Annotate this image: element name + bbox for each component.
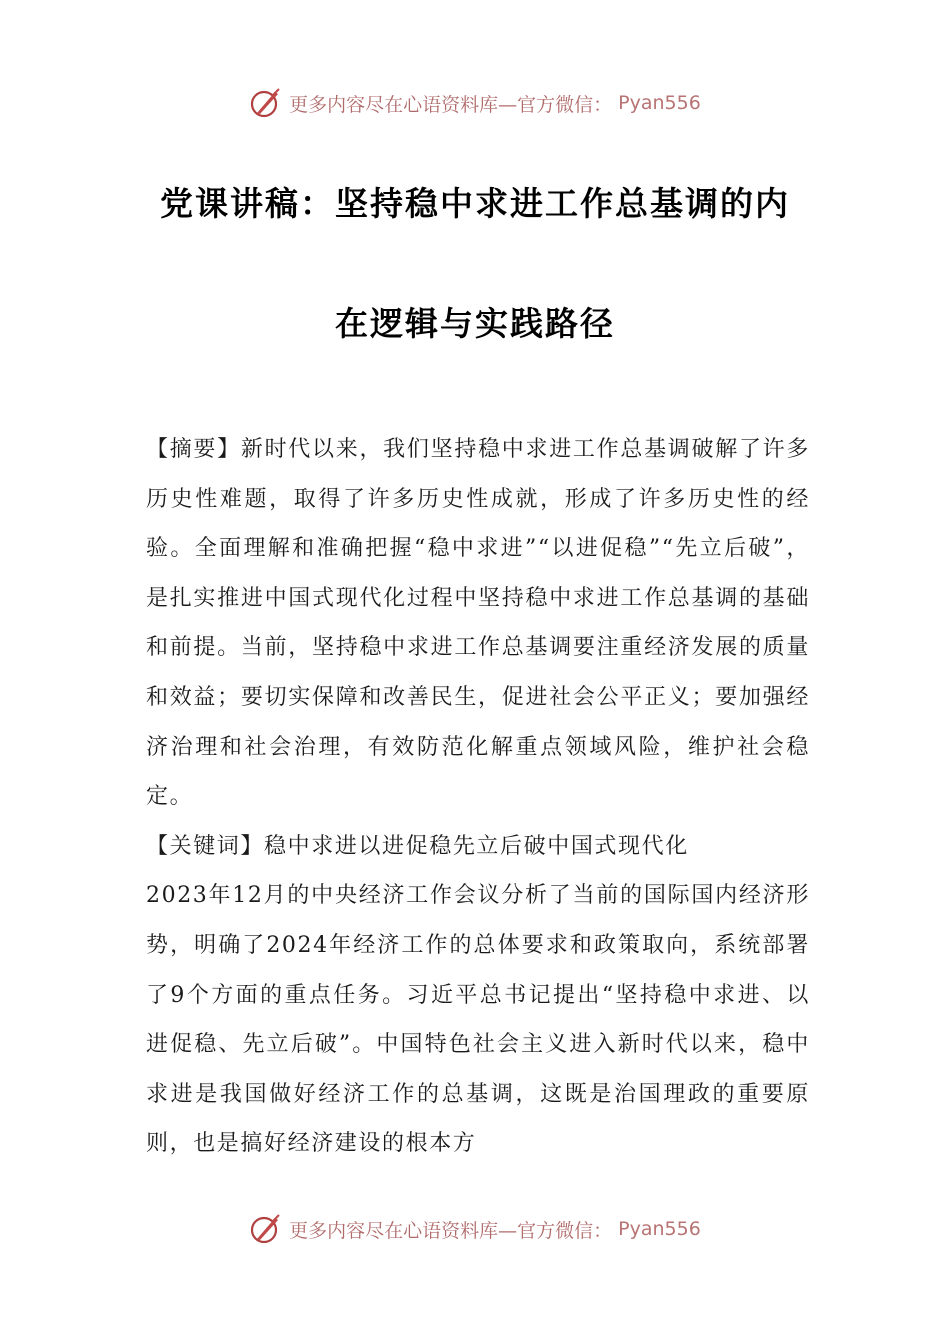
- keyword: 先立后破: [452, 833, 548, 859]
- abstract-text: 新时代以来，我们坚持稳中求进工作总基调破解了许多历史性难题，取得了许多历史性成就，形成了许多历史性的经验。全面理解和准确把握“稳中求进”“以进促稳”“先立后破”，是扎实推进中国式现代化过程中坚持稳中求进工作总基调的基础和前提。当前，坚持稳中求进工作总基调要注重经济发展的质量和效益；要切实保障和改善民生，促进社会公平正义；要加强经济治理和社会治理，有效防范化解重点领域风险，维护社会稳定。: [146, 437, 810, 810]
- watermark-wechat-id: Pyan556: [618, 1218, 701, 1240]
- header-watermark: [0, 86, 950, 120]
- quill-pen-circle-icon: [249, 86, 283, 120]
- abstract-label: 【摘要】: [146, 437, 241, 462]
- watermark-text: 更多内容尽在心语资料库—官方微信：: [289, 93, 613, 116]
- document-title-line-2: 在逻辑与实践路径: [335, 304, 615, 343]
- document-title-line-1: 党课讲稿：坚持稳中求进工作总基调的内: [160, 184, 790, 223]
- keywords-paragraph: [146, 822, 810, 872]
- abstract-paragraph: [146, 425, 810, 822]
- keyword: 中国式现代化: [547, 833, 689, 859]
- keyword: 以进促稳: [358, 833, 453, 859]
- body-paragraph: 2023年12月的中央经济工作会议分析了当前的国际国内经济形势，明确了2024年经济工作的总体要求和政策取向，系统部署了9个方面的重点任务。习近平总书记提出“坚持稳中求进、以进促稳、先立后破”。中国特色社会主义进入新时代以来，稳中求进是我国做好经济工作的总基调，这既是治国理政的重要原则，也是搞好经济建设的根本方: [146, 883, 810, 1157]
- footer-watermark: [0, 1212, 950, 1246]
- keyword: 稳中求进: [264, 833, 359, 859]
- keywords-label: 【关键词】: [146, 833, 265, 859]
- watermark-wechat-id: Pyan556: [618, 92, 701, 114]
- quill-pen-circle-icon: [249, 1212, 283, 1246]
- document-body: [146, 425, 810, 1169]
- watermark-text: 更多内容尽在心语资料库—官方微信：: [289, 1219, 613, 1242]
